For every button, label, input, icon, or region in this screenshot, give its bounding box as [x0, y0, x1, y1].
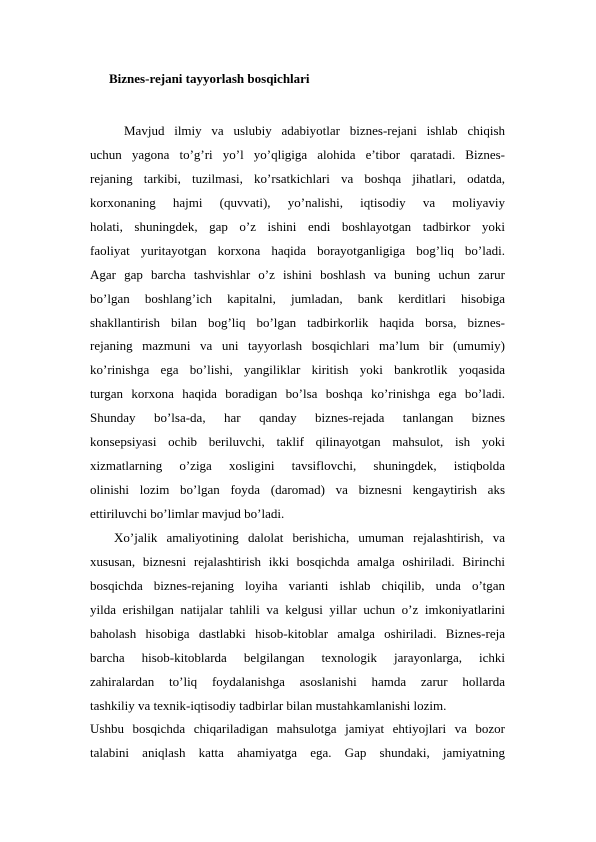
- paragraph-1-line: faoliyat yuritayotgan korxona haqida borayotganligiga bog’liq bo’ladi.: [90, 242, 505, 258]
- paragraph-3-line: talabini aniqlash katta ahamiyatga ega. Gap shundaki, jamiyatning: [90, 745, 505, 761]
- paragraph-1-line: Mavjud ilmiy va uslubiy adabiyotlar biznes-rejani ishlab chiqish: [124, 123, 505, 138]
- paragraph-1-line: xizmatlarning o’ziga xosligini tavsiflovchi, shuningdek, istiqbolda: [90, 458, 505, 474]
- paragraph-1-line: turgan korxona haqida boradigan bo’lsa boshqa ko’rinishga ega bo’ladi.: [90, 386, 505, 402]
- paragraph-2-line: baholash hisobiga dastlabki hisob-kitoblar amalga oshiriladi. Biznes-reja: [90, 625, 505, 641]
- paragraph-2-line: xususan, biznesni rejalashtirish ikki bosqichda amalga oshiriladi. Birinchi: [90, 553, 505, 569]
- paragraph-1-line: bo’lgan boshlang’ich kapitalni, jumladan, bank kerditlari hisobiga: [90, 290, 505, 306]
- paragraph-1-line: uchun yagona to’g’ri yo’l yo’qligiga alohida e’tibor qaratadi. Biznes-: [90, 146, 505, 162]
- paragraph-2-line: yilda erishilgan natijalar tahlili va kelgusi yillar uchun o’z imkoniyatlarini: [90, 601, 505, 617]
- document-body: [90, 119, 505, 765]
- paragraph-2-line: zahiralardan to’liq foydalanishga asoslanishi hamda zarur hollarda: [90, 673, 505, 689]
- paragraph-2-line: tashkiliy va texnik-iqtisodiy tadbirlar bilan mustahkamlanishi lozim.: [90, 697, 447, 713]
- document-title: Biznes-rejani tayyorlash bosqichlari: [109, 71, 310, 86]
- paragraph-1-line: konsepsiyasi ochib beriluvchi, taklif qilinayotgan mahsulot, ish yoki: [90, 434, 505, 450]
- paragraph-1-line: ko’rinishga ega bo’lishi, yangiliklar kiritish yoki bankrotlik yoqasida: [90, 362, 505, 378]
- paragraph-2-line: Xo’jalik amaliyotining dalolat berishicha, umuman rejalashtirish, va: [114, 529, 505, 545]
- paragraph-3-line: Ushbu bosqichda chiqariladigan mahsulotga jamiyat ehtiyojlari va bozor: [90, 721, 505, 737]
- paragraph-1-line: Shunday bo’lsa-da, har qanday biznes-rejada tanlangan biznes: [90, 410, 505, 426]
- paragraph-1-line: ettiriluvchi bo’limlar mavjud bo’ladi.: [90, 506, 285, 521]
- paragraph-1-line: Agar gap barcha tashvishlar o’z ishini boshlash va buning uchun zarur: [90, 266, 505, 282]
- paragraph-1-line: korxonaning hajmi (quvvati), yo’nalishi, iqtisodiy va moliyaviy: [90, 194, 505, 210]
- paragraph-1-line: olinishi lozim bo’lgan foyda (daromad) va biznesni kengaytirish aks: [90, 482, 505, 498]
- paragraph-2-line: bosqichda biznes-rejaning loyiha varianti ishlab chiqilib, unda o’tgan: [90, 577, 505, 593]
- paragraph-1-line: shakllantirish bilan bog’liq bo’lgan tadbirkorlik haqida borsa, biznes-: [90, 314, 505, 330]
- paragraph-1-line: rejaning mazmuni va uni tayyorlash bosqichlari ma’lum bir (umumiy): [90, 338, 505, 354]
- paragraph-2-line: barcha hisob-kitoblarda belgilangan texnologik jarayonlarga, ichki: [90, 649, 505, 665]
- paragraph-1-line: holati, shuningdek, gap o’z ishini endi boshlayotgan tadbirkor yoki: [90, 218, 505, 234]
- paragraph-1-line: rejaning tarkibi, tuzilmasi, ko’rsatkichlari va boshqa jihatlari, odatda,: [90, 170, 505, 186]
